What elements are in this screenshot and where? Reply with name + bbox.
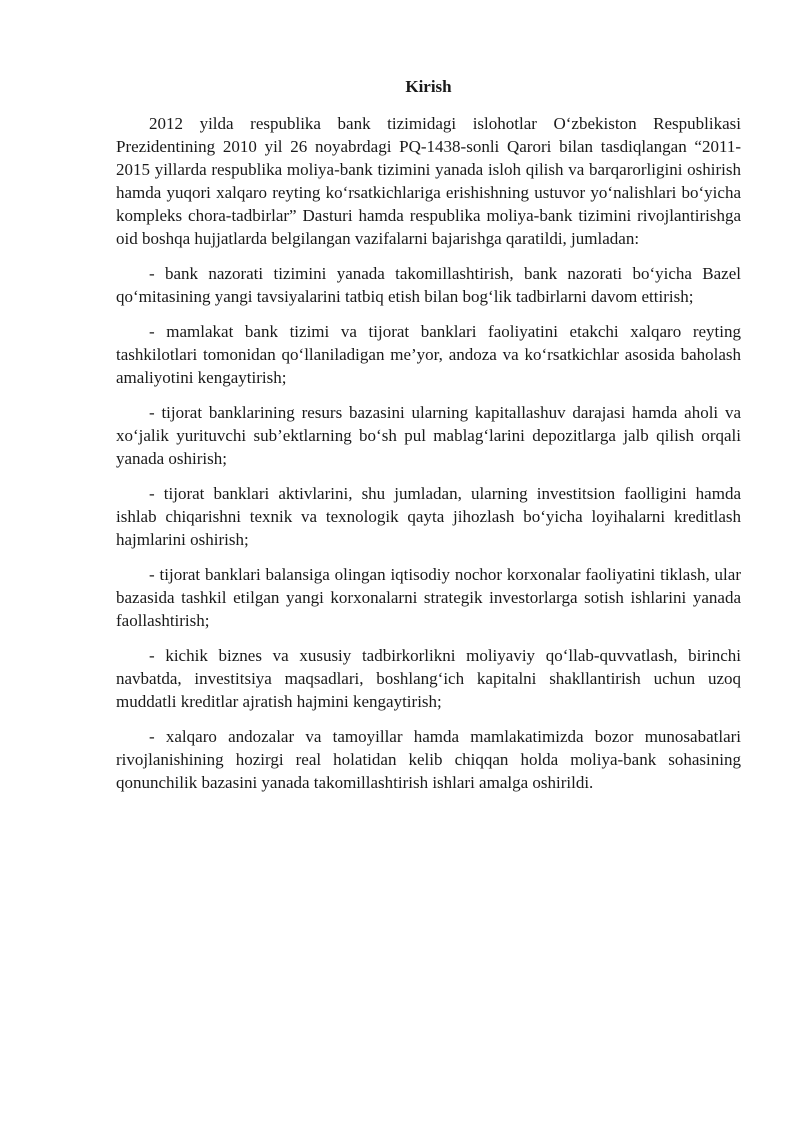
intro-paragraph: 2012 yilda respublika bank tizimidagi islohotlar O‘zbekiston Respublikasi Prezidentining 2010 yil 26 noyabrdagi PQ-1438-sonli Qarori bilan tasdiqlangan “2011-2015 yillarda respublika moliya-bank tizimini yanada isloh qilish va barqarorligini oshirish hamda yuqori xalqaro reyting ko‘rsatkichlariga erishishning ustuvor yo‘nalishlari bo‘yicha kompleks chora-tadbirlar” Dasturi hamda respublika moliya-bank tizimini rivojlantirishga oid boshqa hujjatlarda belgilangan vazifalarni bajarishga qaratildi, jumladan: — [116, 114, 741, 248]
list-item-resource-base: - tijorat banklarining resurs bazasini ularning kapitallashuv darajasi hamda aholi va xo‘jalik yurituvchi sub’ektlarning bo‘sh pul mablag‘larini depozitlarga jalb qilish orqali yanada oshirish; — [116, 403, 741, 468]
document-page — [116, 74, 741, 806]
list-item-legislation: - xalqaro andozalar va tamoyillar hamda mamlakatimizda bozor munosabatlari rivojlanishining hozirgi real holatidan kelib chiqqan holda moliya-bank sohasining qonunchilik bazasini yanada takomillashtirish ishlari amalga oshirildi. — [116, 727, 741, 792]
list-item-small-business: - kichik biznes va xususiy tadbirkorlikni moliyaviy qo‘llab-quvvatlash, birinchi navbatda, investitsiya maqsadlari, boshlang‘ich kapitalni shakllantirish uchun uzoq muddatli kreditlar ajratish hajmini kengaytirish; — [116, 646, 741, 711]
list-item-enterprise-recovery: - tijorat banklari balansiga olingan iqtisodiy nochor korxonalar faoliyatini tiklash, ular bazasida tashkil etilgan yangi korxonalarni strategik investorlarga sotish ishlarini yanada faollashtirish; — [116, 565, 741, 630]
list-item-rating-assessment: - mamlakat bank tizimi va tijorat banklari faoliyatini etakchi xalqaro reyting tashkilotlari tomonidan qo‘llaniladigan me’yor, andoza va ko‘rsatkichlar asosida baholash amaliyotini kengaytirish; — [116, 322, 741, 387]
list-item-assets-investment: - tijorat banklari aktivlarini, shu jumladan, ularning investitsion faolligini hamda ishlab chiqarishni texnik va texnologik qayta jihozlash bo‘yicha loyihalarni kreditlash hajmlarini oshirish; — [116, 484, 741, 549]
list-item-bank-supervision: - bank nazorati tizimini yanada takomillashtirish, bank nazorati bo‘yicha Bazel qo‘mitasining yangi tavsiyalarini tatbiq etish bilan bog‘lik tadbirlarni davom ettirish; — [116, 264, 741, 306]
section-heading: Kirish — [405, 77, 452, 96]
